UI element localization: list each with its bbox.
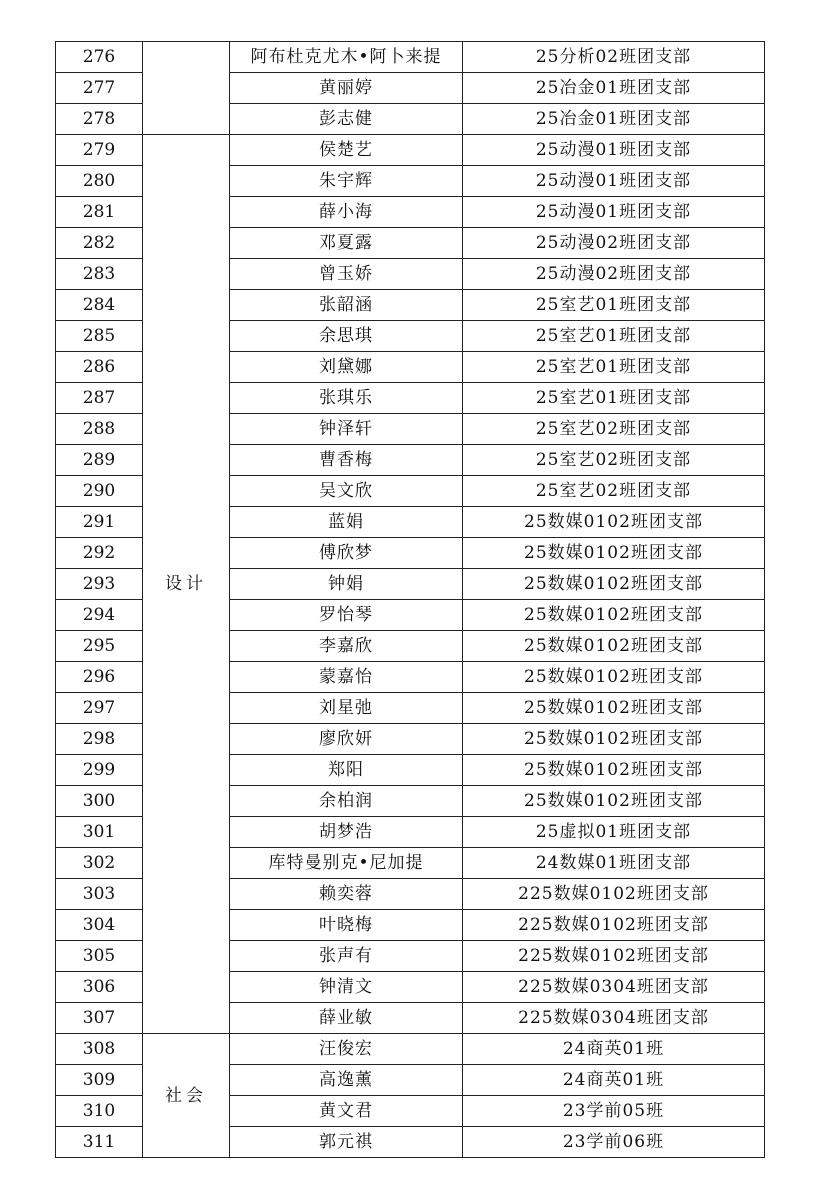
- branch-name: 25数媒0102班团支部: [463, 569, 765, 600]
- member-name: 邓夏露: [230, 228, 463, 259]
- branch-name: 25数媒0102班团支部: [463, 724, 765, 755]
- row-number: 304: [56, 910, 143, 941]
- row-number: 301: [56, 817, 143, 848]
- branch-name: 23学前06班: [463, 1127, 765, 1158]
- row-number: 309: [56, 1065, 143, 1096]
- member-name: 彭志健: [230, 104, 463, 135]
- row-number: 297: [56, 693, 143, 724]
- row-number: 302: [56, 848, 143, 879]
- branch-name: 25动漫02班团支部: [463, 259, 765, 290]
- roster-table: [55, 41, 765, 1158]
- row-number: 296: [56, 662, 143, 693]
- member-name: 黄丽婷: [230, 73, 463, 104]
- branch-name: 225数媒0102班团支部: [463, 910, 765, 941]
- branch-name: 25室艺01班团支部: [463, 321, 765, 352]
- member-name: 曾玉娇: [230, 259, 463, 290]
- row-number: 295: [56, 631, 143, 662]
- branch-name: 24商英01班: [463, 1034, 765, 1065]
- row-number: 276: [56, 42, 143, 73]
- row-number: 280: [56, 166, 143, 197]
- member-name: 汪俊宏: [230, 1034, 463, 1065]
- row-number: 288: [56, 414, 143, 445]
- row-number: 292: [56, 538, 143, 569]
- member-name: 薛业敏: [230, 1003, 463, 1034]
- member-name: 郑阳: [230, 755, 463, 786]
- row-number: 282: [56, 228, 143, 259]
- member-name: 朱宇辉: [230, 166, 463, 197]
- member-name: 罗怡琴: [230, 600, 463, 631]
- row-number: 298: [56, 724, 143, 755]
- branch-name: 225数媒0102班团支部: [463, 879, 765, 910]
- member-name: 钟清文: [230, 972, 463, 1003]
- member-name: 余柏润: [230, 786, 463, 817]
- row-number: 293: [56, 569, 143, 600]
- branch-name: 24数媒01班团支部: [463, 848, 765, 879]
- college-cell: 社会: [143, 1034, 230, 1158]
- row-number: 310: [56, 1096, 143, 1127]
- branch-name: 23学前05班: [463, 1096, 765, 1127]
- branch-name: 25数媒0102班团支部: [463, 600, 765, 631]
- member-name: 张琪乐: [230, 383, 463, 414]
- row-number: 303: [56, 879, 143, 910]
- row-number: 285: [56, 321, 143, 352]
- row-number: 306: [56, 972, 143, 1003]
- member-name: 黄文君: [230, 1096, 463, 1127]
- branch-name: 25冶金01班团支部: [463, 104, 765, 135]
- row-number: 284: [56, 290, 143, 321]
- member-name: 傅欣梦: [230, 538, 463, 569]
- member-name: 钟娟: [230, 569, 463, 600]
- college-cell: 设计: [143, 135, 230, 1034]
- branch-name: 25分析02班团支部: [463, 42, 765, 73]
- member-name: 张声有: [230, 941, 463, 972]
- branch-name: 25数媒0102班团支部: [463, 538, 765, 569]
- row-number: 286: [56, 352, 143, 383]
- branch-name: 25动漫01班团支部: [463, 135, 765, 166]
- branch-name: 25室艺01班团支部: [463, 352, 765, 383]
- branch-name: 25数媒0102班团支部: [463, 631, 765, 662]
- row-number: 299: [56, 755, 143, 786]
- member-name: 余思琪: [230, 321, 463, 352]
- member-name: 刘黛娜: [230, 352, 463, 383]
- branch-name: 225数媒0304班团支部: [463, 1003, 765, 1034]
- roster-body: [56, 42, 765, 1158]
- member-name: 廖欣妍: [230, 724, 463, 755]
- table-row: [56, 135, 765, 166]
- member-name: 赖奕蓉: [230, 879, 463, 910]
- branch-name: 25室艺01班团支部: [463, 383, 765, 414]
- member-name: 高逸薰: [230, 1065, 463, 1096]
- member-name: 胡梦浩: [230, 817, 463, 848]
- member-name: 薛小海: [230, 197, 463, 228]
- row-number: 279: [56, 135, 143, 166]
- row-number: 311: [56, 1127, 143, 1158]
- row-number: 278: [56, 104, 143, 135]
- member-name: 蒙嘉怡: [230, 662, 463, 693]
- row-number: 281: [56, 197, 143, 228]
- branch-name: 25数媒0102班团支部: [463, 786, 765, 817]
- branch-name: 25动漫01班团支部: [463, 166, 765, 197]
- branch-name: 25数媒0102班团支部: [463, 507, 765, 538]
- row-number: 308: [56, 1034, 143, 1065]
- row-number: 291: [56, 507, 143, 538]
- branch-name: 25数媒0102班团支部: [463, 662, 765, 693]
- member-name: 阿布杜克尤木•阿卜来提: [230, 42, 463, 73]
- branch-name: 24商英01班: [463, 1065, 765, 1096]
- member-name: 曹香梅: [230, 445, 463, 476]
- member-name: 郭元祺: [230, 1127, 463, 1158]
- member-name: 库特曼别克•尼加提: [230, 848, 463, 879]
- row-number: 300: [56, 786, 143, 817]
- branch-name: 25动漫02班团支部: [463, 228, 765, 259]
- branch-name: 25室艺02班团支部: [463, 414, 765, 445]
- college-cell: [143, 42, 230, 135]
- row-number: 290: [56, 476, 143, 507]
- branch-name: 225数媒0304班团支部: [463, 972, 765, 1003]
- table-row: [56, 1034, 765, 1065]
- branch-name: 25冶金01班团支部: [463, 73, 765, 104]
- row-number: 287: [56, 383, 143, 414]
- branch-name: 25数媒0102班团支部: [463, 693, 765, 724]
- branch-name: 25室艺02班团支部: [463, 445, 765, 476]
- member-name: 刘星弛: [230, 693, 463, 724]
- branch-name: 25动漫01班团支部: [463, 197, 765, 228]
- row-number: 294: [56, 600, 143, 631]
- branch-name: 225数媒0102班团支部: [463, 941, 765, 972]
- table-row: [56, 42, 765, 73]
- row-number: 307: [56, 1003, 143, 1034]
- member-name: 李嘉欣: [230, 631, 463, 662]
- member-name: 钟泽轩: [230, 414, 463, 445]
- branch-name: 25室艺01班团支部: [463, 290, 765, 321]
- member-name: 吴文欣: [230, 476, 463, 507]
- branch-name: 25虚拟01班团支部: [463, 817, 765, 848]
- member-name: 叶晓梅: [230, 910, 463, 941]
- row-number: 305: [56, 941, 143, 972]
- member-name: 侯楚艺: [230, 135, 463, 166]
- row-number: 277: [56, 73, 143, 104]
- member-name: 张韶涵: [230, 290, 463, 321]
- row-number: 289: [56, 445, 143, 476]
- branch-name: 25室艺02班团支部: [463, 476, 765, 507]
- branch-name: 25数媒0102班团支部: [463, 755, 765, 786]
- row-number: 283: [56, 259, 143, 290]
- member-name: 蓝娟: [230, 507, 463, 538]
